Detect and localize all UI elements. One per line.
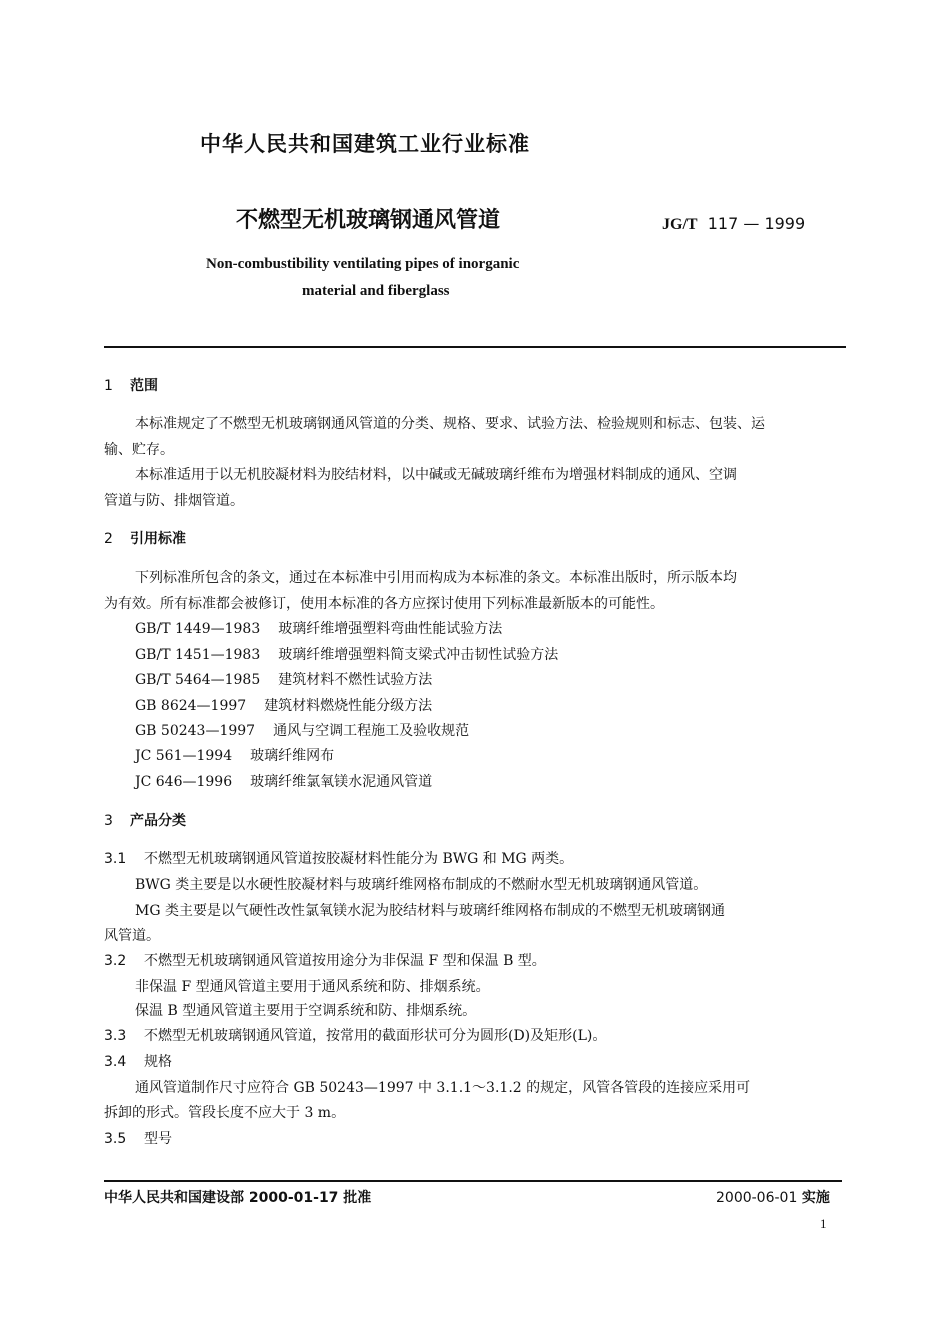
section-2-heading <box>104 528 186 548</box>
reference-item <box>135 745 334 765</box>
reference-item <box>135 771 432 791</box>
standard-number <box>662 214 805 234</box>
paragraph-line: 为有效。所有标准都会被修订，使用本标准的各方应探讨使用下列标准最新版本的可能性。 <box>104 596 664 612</box>
clause-number: 3.2 <box>104 953 127 969</box>
clause-number: 3.5 <box>104 1131 127 1147</box>
reference-name: 玻璃纤维氯氧镁水泥通风管道 <box>250 774 433 790</box>
reference-name: 建筑材料不燃性试验方法 <box>278 672 433 688</box>
reference-code: JC 646—1996 <box>135 774 233 790</box>
reference-name: 玻璃纤维增强塑料简支梁式冲击韧性试验方法 <box>278 647 559 663</box>
english-title-line2: material and fiberglass <box>302 283 450 299</box>
section-3-heading <box>104 810 186 830</box>
clause-number: 3.4 <box>104 1054 127 1070</box>
section-number: 2 <box>104 531 113 547</box>
reference-code: GB/T 1449—1983 <box>135 621 261 637</box>
impl-date-value: 2000-06-01 <box>716 1190 798 1206</box>
reference-code: GB/T 1451—1983 <box>135 647 261 663</box>
reference-item <box>135 618 502 638</box>
reference-code: GB 50243—1997 <box>135 723 256 739</box>
reference-code: JC 561—1994 <box>135 748 233 764</box>
reference-item <box>135 695 432 715</box>
implementation-date <box>716 1187 830 1207</box>
standard-code: 117 — 1999 <box>707 214 806 233</box>
footer-divider <box>104 1180 842 1182</box>
approval-statement: 中华人民共和国建设部 2000-01-17 批准 <box>104 1190 372 1206</box>
section-title: 范围 <box>130 378 158 394</box>
impl-label: 实施 <box>801 1190 830 1206</box>
paragraph-line: 管道与防、排烟管道。 <box>104 493 244 509</box>
paragraph-line: 本标准适用于以无机胶凝材料为胶结材料，以中碱或无碱玻璃纤维布为增强材料制成的通风、空调 <box>135 467 737 483</box>
reference-item <box>135 669 432 689</box>
clause-3-5 <box>104 1128 172 1148</box>
clause-text: 型号 <box>144 1131 172 1147</box>
clause-3-2 <box>104 950 546 970</box>
reference-name: 玻璃纤维增强塑料弯曲性能试验方法 <box>278 621 503 637</box>
clause-text: 不燃型无机玻璃钢通风管道按用途分为非保温 F 型和保温 B 型。 <box>144 953 546 969</box>
paragraph-line: 通风管道制作尺寸应符合 GB 50243—1997 中 3.1.1～3.1.2 的规定，风管各管段的连接应采用可 <box>135 1080 751 1096</box>
page-number: 1 <box>820 1216 827 1231</box>
clause-text: 规格 <box>144 1054 172 1070</box>
paragraph-line: MG 类主要是以气硬性改性氯氧镁水泥为胶结材料与玻璃纤维网格布制成的不燃型无机玻璃钢通 <box>135 903 725 919</box>
section-title: 产品分类 <box>130 813 186 829</box>
section-title: 引用标准 <box>130 531 186 547</box>
clause-3-4 <box>104 1051 172 1071</box>
standard-prefix: JG/T <box>662 216 698 233</box>
section-number: 1 <box>104 378 113 394</box>
reference-code: GB 8624—1997 <box>135 698 247 714</box>
document-title: 不燃型无机玻璃钢通风管道 <box>236 208 501 233</box>
section-number: 3 <box>104 813 113 829</box>
header-divider <box>104 346 846 348</box>
reference-name: 通风与空调工程施工及验收规范 <box>273 723 470 739</box>
clause-3-1 <box>104 848 573 868</box>
english-title-line1: Non-combustibility ventilating pipes of inorganic <box>206 256 520 272</box>
clause-3-3 <box>104 1025 606 1045</box>
paragraph-line: 拆卸的形式。管段长度不应大于 3 m。 <box>104 1105 346 1121</box>
paragraph-line: 输、贮存。 <box>104 442 174 458</box>
paragraph-line: 风管道。 <box>104 928 160 944</box>
paragraph-line: 下列标准所包含的条文，通过在本标准中引用而构成为本标准的条文。本标准出版时，所示版本均 <box>135 570 737 586</box>
reference-code: GB/T 5464—1985 <box>135 672 261 688</box>
paragraph-line: BWG 类主要是以水硬性胶凝材料与玻璃纤维网格布制成的不燃耐水型无机玻璃钢通风管道。 <box>135 877 708 893</box>
paragraph-line: 保温 B 型通风管道主要用于空调系统和防、排烟系统。 <box>135 1003 477 1019</box>
reference-name: 玻璃纤维网布 <box>250 748 335 764</box>
clause-number: 3.3 <box>104 1028 127 1044</box>
clause-text: 不燃型无机玻璃钢通风管道，按常用的截面形状可分为圆形(D)及矩形(L)。 <box>144 1028 607 1044</box>
reference-name: 建筑材料燃烧性能分级方法 <box>264 698 433 714</box>
paragraph-line: 本标准规定了不燃型无机玻璃钢通风管道的分类、规格、要求、试验方法、检验规则和标志、包装、运 <box>135 416 765 432</box>
clause-text: 不燃型无机玻璃钢通风管道按胶凝材料性能分为 BWG 和 MG 两类。 <box>144 851 574 867</box>
paragraph-line: 非保温 F 型通风管道主要用于通风系统和防、排烟系统。 <box>135 979 490 995</box>
clause-number: 3.1 <box>104 851 127 867</box>
section-1-heading <box>104 375 158 395</box>
reference-item <box>135 720 469 740</box>
reference-item <box>135 644 558 664</box>
issuing-body: 中华人民共和国建筑工业行业标准 <box>200 132 530 156</box>
